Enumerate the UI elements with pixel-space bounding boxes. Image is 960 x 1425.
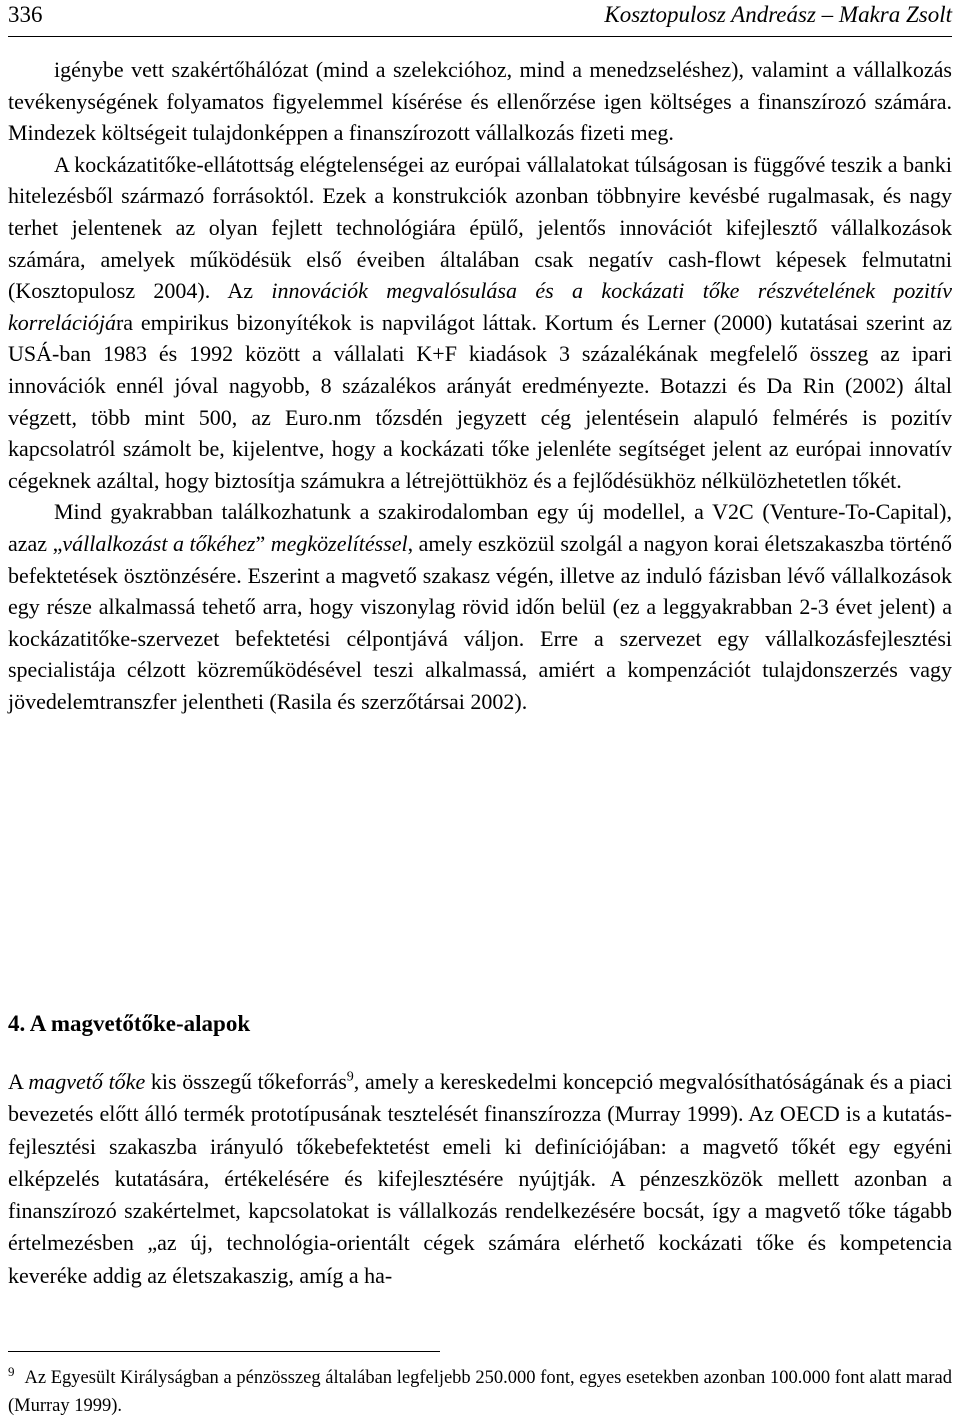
main-text <box>8 54 952 717</box>
paragraph-text: ra empirikus bizonyítékok is napvilágot láttak. Kortum és Lerner (2000) kutatásai szerint az USÁ-ban 1983 és 1992 között a vállalati K+F kiadások 3 százalékának megfelelő összeg az ipari innovációk ennél jóval nagyobb, 8 százalékos arányát eredményezte. Botazzi és Da Rin (2002) által végzett, több mint 500, az Euro.nm tőzsdén jegyzett cég jelentésein alapuló felmérés is pozitív kapcsolatról számolt be, kijelentve, hogy a kockázati tőke jelenléte segítséget jelent az európai innovatív cégeknek azáltal, hogy biztosítja számukra a létrejöttükhöz és a fejlődésükhöz nélkülözhetetlen tőkét. <box>8 309 952 493</box>
emphasis-text: vállalkozást a tőkéhez <box>62 530 256 556</box>
emphasis-text: magvető tőke <box>28 1069 146 1094</box>
page-header <box>8 0 952 37</box>
paragraph <box>8 1066 952 1292</box>
paragraph-text: A <box>8 1069 29 1094</box>
paragraph <box>8 149 952 497</box>
paragraph-text: ” <box>255 530 271 556</box>
footnote <box>8 1364 952 1420</box>
running-title: Kosztopulosz Andreász – Makra Zsolt <box>604 2 952 27</box>
section-text <box>8 1066 952 1292</box>
paragraph-text: A kockázatitőke-ellátottság elégtelenségei az európai vállalatokat túlságosan is függővé teszik a banki hitelezésből származó forrásoktól. Ezek a konstrukciók azonban többnyire kevésbé rugalmasak, és nagy terhet jelentenek az olyan fejlett technológiára épülő, jelentős innovációt kifejlesztő vállalkozások számára, amelyek működésük első éveiben általában csak negatív cash-flowt képesek felmutatni (Kosztopulosz 2004). Az <box>8 151 952 304</box>
section-heading: 4. A magvetőtőke-alapok <box>8 1011 251 1036</box>
footnote-text: Az Egyesült Királyságban a pénzösszeg általában legfeljebb 250.000 font, egyes esetekben azonban 100.000 font alatt marad (Murray 1999). <box>8 1368 952 1416</box>
paragraph-text: , amely eszközül szolgál a nagyon korai életszakaszba történő befektetések ösztönzésére. Eszerint a magvető szakasz végén, illetve az induló fázisban lévő vállalkozások egy része alkalmassá tehető arra, hogy viszonylag rövid időn belül (ez a leggyakrabban 2-3 évet jelent) a kockázatitőke-szervezet befektetési célpontjává váljon. Erre a szervezet egy vállalkozásfejlesztési specialistája célzott közreműködésével teszi alkalmassá, amiért a kompenzációt tulajdonszerzés vagy jövedelemtranszfer jelentheti (Rasila és szerzőtársai 2002). <box>8 530 952 714</box>
footnote-reference[interactable]: 9 <box>346 1069 354 1085</box>
paragraph <box>8 496 952 717</box>
footnote-number: 9 <box>8 1363 15 1379</box>
page-number: 336 <box>8 2 43 27</box>
emphasis-text: megközelítéssel <box>270 530 408 556</box>
paragraph <box>8 54 952 149</box>
paragraph-text: Mind gyakrabban találkozhatunk a szakirodalomban egy új modellel, a V2C (Venture-To-Capital), azaz „ <box>8 499 952 556</box>
paragraph-text: igénybe vett szakértőhálózat (mind a szelekcióhoz, mind a menedzseléshez), valamint a vállalkozás tevékenységének folyamatos figyelemmel kísérése és ellenőrzése igen költséges a finanszírozó számára. Mindezek költségeit tulajdonképpen a finanszírozott vállalkozás fizeti meg. <box>8 57 952 146</box>
footnote-divider <box>8 1351 440 1352</box>
emphasis-text: innovációk megvalósulása és a kockázati tőke részvételének pozitív korrelációjá <box>8 278 952 335</box>
paragraph-text: kis összegű tőkeforrás <box>145 1069 347 1094</box>
paragraph-text: , amely a kereskedelmi koncepció megvalósíthatóságának és a piaci bevezetés előtt álló termék prototípusának tesztelését finanszírozza (Murray 1999). Az OECD is a kutatás-fejlesztési szakaszba irányuló tőkebefektetést emeli ki definíciójában: a magvető tőkét egy egyéni elképzelés kutatására, értékelésére és kifejlesztésére nyújtják. A pénzeszközök mellett azonban a finanszírozó szakértelmet, kapcsolatokat is vállalkozás rendelkezésére bocsát, így a magvető tőke tágabb értelmezésben „az új, technológia-orientált cégek számára elérhető kockázati tőke és kompetencia keveréke addig az életszakaszig, amíg a ha- <box>8 1069 953 1288</box>
